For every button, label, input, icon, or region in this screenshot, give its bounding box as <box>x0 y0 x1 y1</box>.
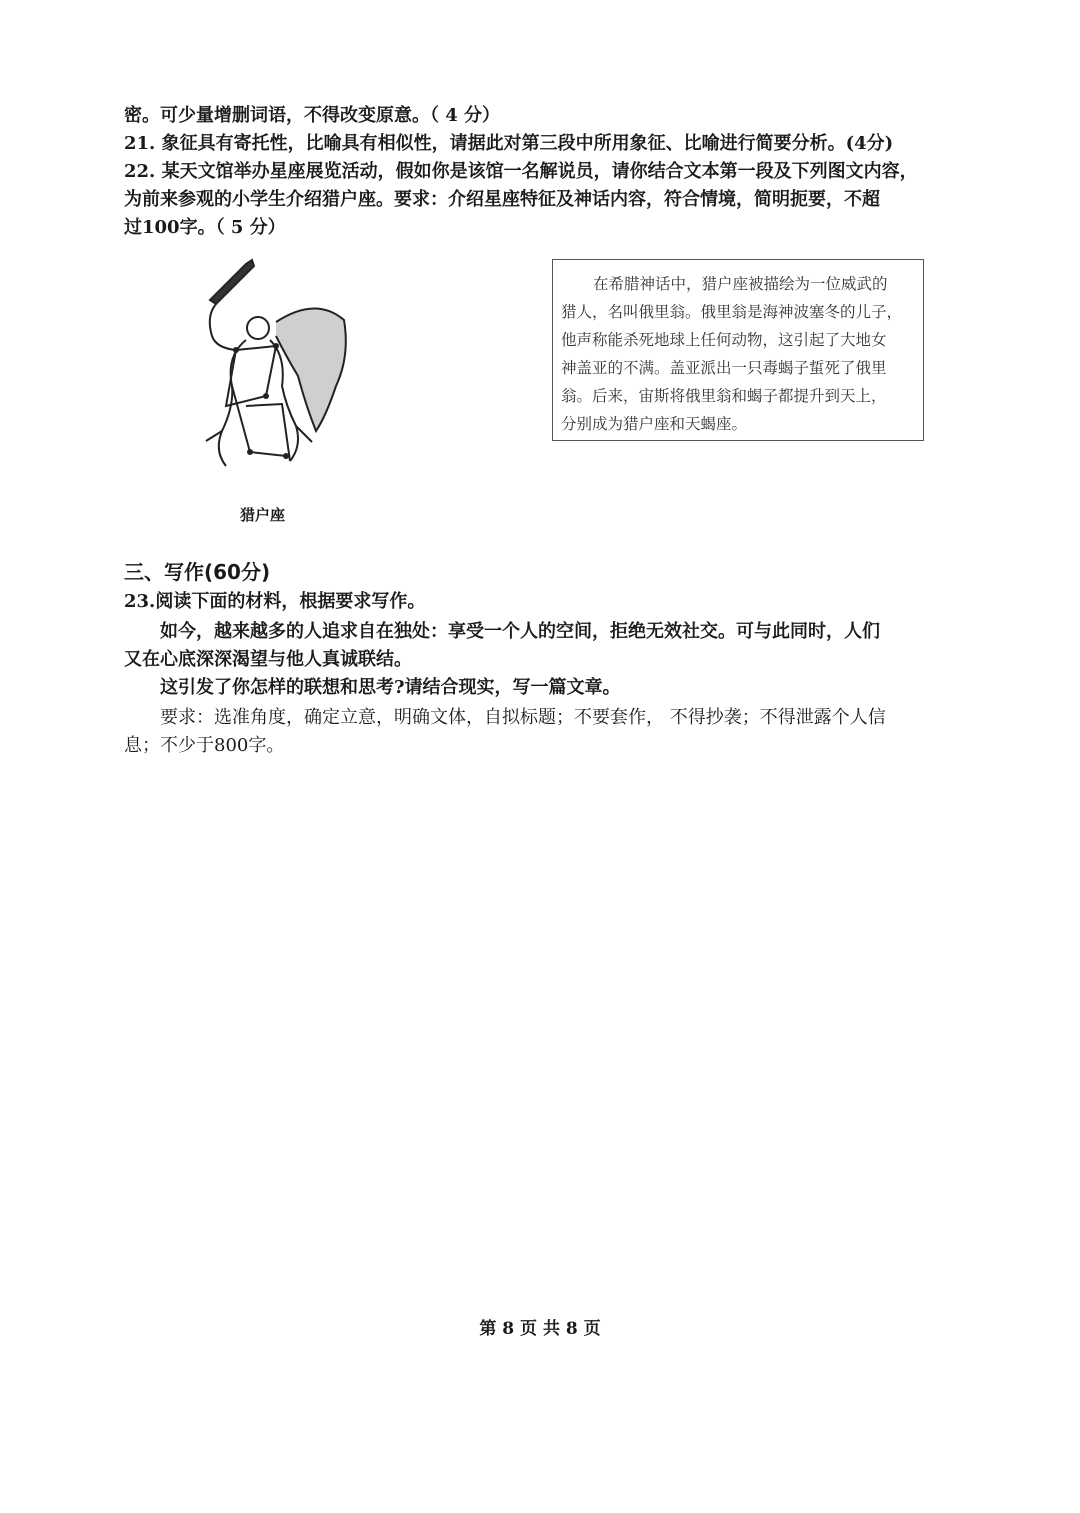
myth-line: 分别成为猎户座和天蝎座。 <box>561 415 748 433</box>
myth-text-box <box>552 259 924 441</box>
q22-line-2: 为前来参观的小学生介绍猎户座。要求：介绍星座特征及神话内容，符合情境，简明扼要，不超 <box>124 189 880 210</box>
section-title-writing: 三、写作(60分) <box>124 560 271 584</box>
myth-line: 猎人，名叫俄里翁。俄里翁是海神波塞冬的儿子， <box>561 303 903 321</box>
material-line-1: 如今，越来越多的人追求自在独处：享受一个人的空间，拒绝无效社交。可与此同时，人们 <box>160 621 880 642</box>
orion-illustration <box>186 256 356 486</box>
material-line-2: 又在心底深深渴望与他人真诚联结。 <box>124 649 412 670</box>
q20-tail: 密。可少量增删词语，不得改变原意。（ 4 分） <box>124 105 501 126</box>
requirement-line-1: 要求：选准角度，确定立意，明确文体，自拟标题；不要套作， 不得抄袭；不得泄露个人信 <box>160 707 886 728</box>
myth-line: 神盖亚的不满。盖亚派出一只毒蝎子蜇死了俄里 <box>561 359 887 377</box>
page-footer: 第 8 页 共 8 页 <box>479 1319 601 1339</box>
q23-text: 23.阅读下面的材料，根据要求写作。 <box>124 591 426 612</box>
requirement-line-2: 息；不少于800字。 <box>124 735 285 756</box>
myth-line: 在希腊神话中，猎户座被描绘为一位威武的 <box>593 275 888 293</box>
q22-line-1: 22. 某天文馆举办星座展览活动，假如你是该馆一名解说员，请你结合文本第一段及下列图文内容， <box>124 161 918 182</box>
q22-line-3: 过100字。（ 5 分） <box>124 217 286 238</box>
writing-prompt: 这引发了你怎样的联想和思考?请结合现实，写一篇文章。 <box>160 677 621 698</box>
myth-line: 翁。后来，宙斯将俄里翁和蝎子都提升到天上， <box>561 387 887 405</box>
q21-text: 21. 象征具有寄托性，比喻具有相似性，请据此对第三段中所用象征、比喻进行简要分析。(4分) <box>124 133 894 154</box>
figure-caption: 猎户座 <box>240 506 286 524</box>
myth-line: 他声称能杀死地球上任何动物，这引起了大地女 <box>561 331 887 349</box>
